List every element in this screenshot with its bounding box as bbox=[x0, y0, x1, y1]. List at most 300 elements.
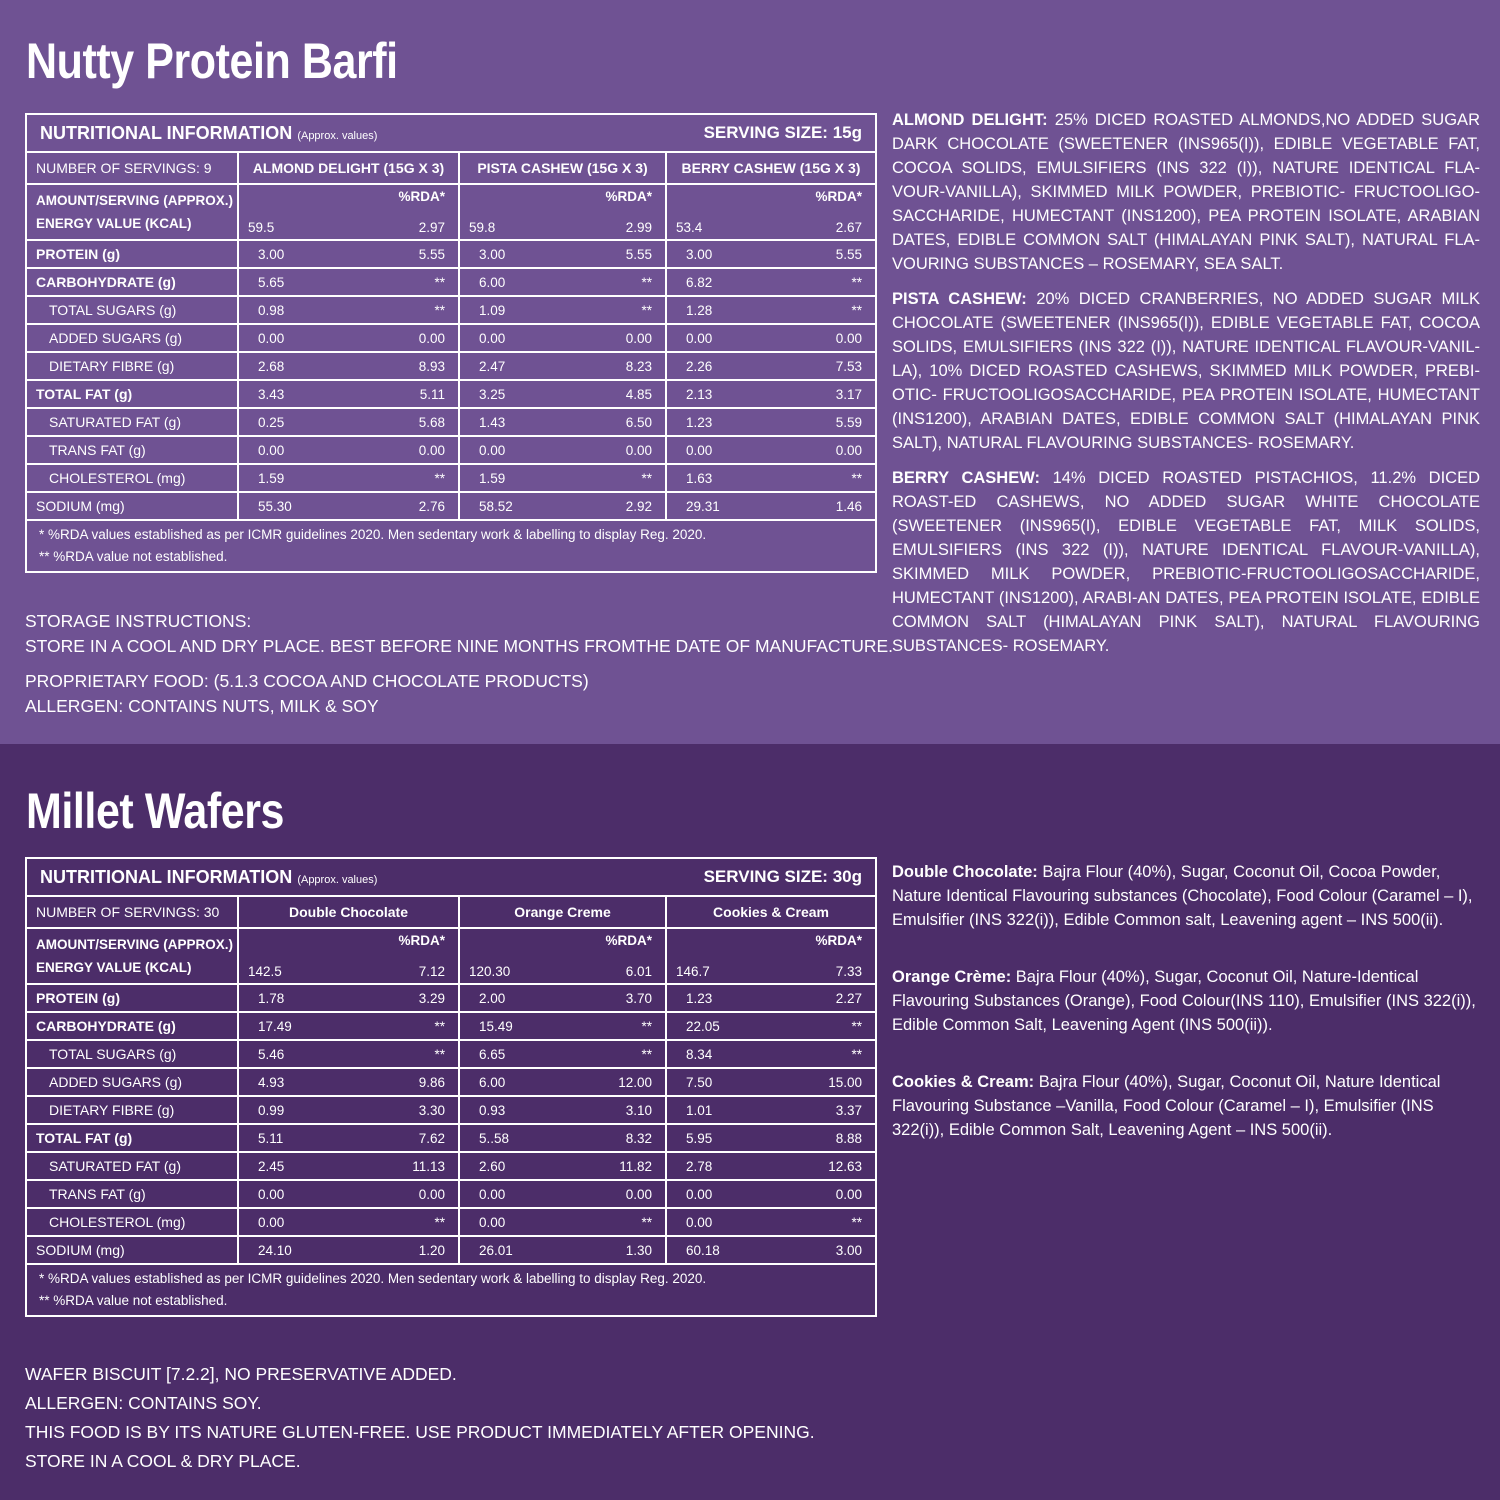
rda-value: 3.29 bbox=[418, 990, 445, 1006]
energy-rda: 7.33 bbox=[835, 964, 862, 979]
nutrient-label: DIETARY FIBRE (g) bbox=[26, 1096, 238, 1124]
rda-value: 3.30 bbox=[418, 1102, 445, 1118]
energy-label: ENERGY VALUE (KCAL) bbox=[36, 216, 192, 231]
nutrient-value-cell bbox=[459, 1180, 666, 1208]
amount-value: 2.00 bbox=[479, 990, 506, 1006]
nutrient-value-cell bbox=[238, 240, 459, 268]
amount-value: 0.00 bbox=[479, 1186, 506, 1202]
info-group bbox=[25, 669, 589, 718]
nutrient-value-cell bbox=[238, 1040, 459, 1068]
rda-value: ** bbox=[434, 302, 445, 318]
energy-rda: 6.01 bbox=[625, 964, 652, 979]
rda-value: 3.10 bbox=[625, 1102, 652, 1118]
nutrient-label: CARBOHYDRATE (g) bbox=[26, 268, 238, 296]
amount-value: 0.00 bbox=[258, 442, 285, 458]
rda-value: 0.00 bbox=[418, 1186, 445, 1202]
nutrient-label: TOTAL SUGARS (g) bbox=[26, 296, 238, 324]
amount-value: 4.93 bbox=[258, 1074, 285, 1090]
ingredient-list: Bajra Flour (40%), Sugar, Coconut Oil, Nature Identical Flavouring Substance –Vanilla, Food Colour (Caramel – I), Emulsifier (INS 322(i)), Edible Common Salt, Leavening Agent – INS 500(ii). bbox=[892, 1073, 1441, 1139]
rda-header: %RDA* bbox=[398, 933, 445, 948]
rda-value: 5.55 bbox=[418, 246, 445, 262]
rda-value: 5.55 bbox=[835, 246, 862, 262]
product-title: Nutty Protein Barfi bbox=[26, 33, 398, 89]
amount-value: 2.78 bbox=[686, 1158, 713, 1174]
nutrient-label: ADDED SUGARS (g) bbox=[26, 1068, 238, 1096]
amount-value: 26.01 bbox=[479, 1242, 513, 1258]
nutrient-value-cell bbox=[238, 436, 459, 464]
nutrient-value-cell bbox=[666, 436, 876, 464]
ingredient-list: 20% DICED CRANBERRIES, NO ADDED SUGAR MILK CHOCOLATE (SWEETENER (INS965(I)), EDIBLE VEGETABLE FAT, COCOA SOLIDS, EMULSIFIERS (INS 322 (I)), NATURE IDENTICAL FLAVOUR-VANIL-LA), 10% DICED ROASTED CASHEWS, SKIMMED MILK POWDER, PREBI-OTIC- FRUCTOOLIGOSACCHARIDE, PEA PROTEIN ISOLATE, HUMECTANT (INS1200), ARABIAN DATES, EDIBLE COMMON SALT (HIMALAYAN PINK SALT), NATURAL FLAVOURING SUBSTANCES- ROSEMARY. bbox=[892, 290, 1480, 452]
rda-value: 12.63 bbox=[828, 1158, 862, 1174]
energy-rda: 2.99 bbox=[625, 220, 652, 235]
rda-value: 0.00 bbox=[418, 330, 445, 346]
nutrient-label: SATURATED FAT (g) bbox=[26, 1152, 238, 1180]
rda-value: 2.92 bbox=[625, 498, 652, 514]
ingredient-list: Bajra Flour (40%), Sugar, Coconut Oil, Cocoa Powder, Nature Identical Flavouring substances (Chocolate), Food Colour (Caramel – I), Emulsifier (INS 322(i)), Edible Common salt, Leavening agent – INS 500(ii). bbox=[892, 863, 1473, 929]
amount-value: 5..58 bbox=[479, 1130, 510, 1146]
ingredient-product-name: PISTA CASHEW: bbox=[892, 290, 1027, 308]
rda-value: 7.53 bbox=[835, 358, 862, 374]
column-header: ALMOND DELIGHT (15G X 3) bbox=[238, 152, 459, 184]
rda-value: ** bbox=[434, 1046, 445, 1062]
rda-value: 3.17 bbox=[835, 386, 862, 402]
amount-value: 17.49 bbox=[258, 1018, 292, 1034]
amount-value: 0.93 bbox=[479, 1102, 506, 1118]
nutrient-label: DIETARY FIBRE (g) bbox=[26, 352, 238, 380]
nutrient-label: TRANS FAT (g) bbox=[26, 436, 238, 464]
nutrient-value-cell bbox=[238, 1208, 459, 1236]
nutrient-value-cell bbox=[666, 1236, 876, 1264]
amount-value: 0.00 bbox=[686, 1186, 713, 1202]
rda-value: ** bbox=[851, 1214, 862, 1230]
nutrient-value-cell bbox=[459, 408, 666, 436]
rda-value: 1.46 bbox=[835, 498, 862, 514]
info-line: STORAGE INSTRUCTIONS: bbox=[25, 611, 252, 631]
nutrient-row bbox=[26, 408, 876, 436]
footnote-rda: * %RDA values established as per ICMR guidelines 2020. Men sedentary work & labelling to display Reg. 2020. bbox=[39, 527, 707, 542]
nutrient-row bbox=[26, 268, 876, 296]
amount-value: 60.18 bbox=[686, 1242, 720, 1258]
nutrient-label: CARBOHYDRATE (g) bbox=[26, 1012, 238, 1040]
rda-value: ** bbox=[434, 1018, 445, 1034]
nutrient-row bbox=[26, 1068, 876, 1096]
nutrient-value-cell bbox=[666, 464, 876, 492]
energy-rda: 7.12 bbox=[418, 964, 445, 979]
rda-header: %RDA* bbox=[398, 189, 445, 204]
rda-value: ** bbox=[434, 1214, 445, 1230]
nutrient-value-cell bbox=[459, 324, 666, 352]
rda-value: 11.82 bbox=[619, 1158, 652, 1174]
column-header: Double Chocolate bbox=[238, 896, 459, 928]
amount-value: 8.34 bbox=[686, 1046, 713, 1062]
info-line: WAFER BISCUIT [7.2.2], NO PRESERVATIVE ADDED. bbox=[25, 1364, 457, 1384]
nutrient-value-cell bbox=[238, 1180, 459, 1208]
energy-value: 142.5 bbox=[248, 964, 282, 979]
nutrient-value-cell bbox=[459, 492, 666, 520]
rda-value: 5.68 bbox=[418, 414, 445, 430]
amount-value: 22.05 bbox=[686, 1018, 720, 1034]
energy-label: ENERGY VALUE (KCAL) bbox=[36, 960, 192, 975]
energy-value: 120.30 bbox=[469, 964, 511, 979]
nutrient-value-cell bbox=[238, 464, 459, 492]
ingredient-list: Bajra Flour (40%), Sugar, Coconut Oil, Nature-Identical Flavouring Substances (Orange), Food Colour(INS 110), Emulsifier (INS 322(i)), Edible Common Salt, Leavening Agent (INS 500(ii)). bbox=[892, 968, 1476, 1034]
footnote-not-established: ** %RDA value not established. bbox=[39, 549, 228, 564]
info-line: STORE IN A COOL AND DRY PLACE. BEST BEFORE NINE MONTHS FROMTHE DATE OF MANUFACTURE. bbox=[25, 635, 894, 656]
nutrient-value-cell bbox=[666, 408, 876, 436]
footnote-not-established: ** %RDA value not established. bbox=[39, 1293, 228, 1308]
nutrient-label: TOTAL FAT (g) bbox=[26, 380, 238, 408]
nutrient-label: ADDED SUGARS (g) bbox=[26, 324, 238, 352]
nutrient-value-cell bbox=[459, 352, 666, 380]
ingredient-product-name: Orange Crème: bbox=[892, 968, 1012, 986]
nutrient-value-cell bbox=[238, 492, 459, 520]
amount-value: 1.43 bbox=[479, 414, 506, 430]
nutrient-row bbox=[26, 1096, 876, 1124]
nutrient-value-cell bbox=[666, 240, 876, 268]
rda-value: ** bbox=[641, 1214, 652, 1230]
nutrient-value-cell bbox=[238, 1236, 459, 1264]
amount-value: 3.25 bbox=[479, 386, 506, 402]
nutrient-value-cell bbox=[459, 464, 666, 492]
table-heading-sub: (Approx. values) bbox=[297, 873, 378, 886]
nutrient-value-cell bbox=[459, 1040, 666, 1068]
rda-header: %RDA* bbox=[815, 933, 862, 948]
rda-value: ** bbox=[851, 274, 862, 290]
nutrient-value-cell bbox=[666, 492, 876, 520]
nutrient-value-cell bbox=[459, 1208, 666, 1236]
info-line: ALLERGEN: CONTAINS SOY. bbox=[25, 1393, 262, 1413]
rda-header: %RDA* bbox=[605, 189, 652, 204]
nutrient-row bbox=[26, 436, 876, 464]
nutrient-label: TOTAL SUGARS (g) bbox=[26, 1040, 238, 1068]
amount-value: 1.59 bbox=[258, 470, 285, 486]
ingredient-product-name: Double Chocolate: bbox=[892, 863, 1038, 881]
servings-count: NUMBER OF SERVINGS: 30 bbox=[26, 896, 238, 928]
rda-value: ** bbox=[434, 470, 445, 486]
nutrient-value-cell bbox=[238, 324, 459, 352]
nutrient-rows bbox=[26, 984, 876, 1264]
amount-value: 2.26 bbox=[686, 358, 713, 374]
amount-value: 2.60 bbox=[479, 1158, 506, 1174]
rda-value: ** bbox=[641, 1046, 652, 1062]
ingredient-paragraph bbox=[892, 108, 1480, 276]
rda-value: 1.20 bbox=[418, 1242, 445, 1258]
energy-label-cell bbox=[26, 184, 238, 240]
amount-label: AMOUNT/SERVING (APPROX.) bbox=[36, 193, 234, 208]
amount-label: AMOUNT/SERVING (APPROX.) bbox=[36, 937, 234, 952]
rda-value: 4.85 bbox=[625, 386, 652, 402]
amount-value: 58.52 bbox=[479, 498, 513, 514]
amount-value: 15.49 bbox=[479, 1018, 513, 1034]
rda-value: 6.50 bbox=[625, 414, 652, 430]
nutrient-value-cell bbox=[459, 436, 666, 464]
rda-value: 3.70 bbox=[625, 990, 652, 1006]
rda-value: 12.00 bbox=[618, 1074, 652, 1090]
rda-value: ** bbox=[641, 274, 652, 290]
rda-value: ** bbox=[851, 1046, 862, 1062]
rda-value: 5.55 bbox=[625, 246, 652, 262]
nutrient-row bbox=[26, 1208, 876, 1236]
nutrient-row bbox=[26, 324, 876, 352]
info-line: STORE IN A COOL & DRY PLACE. bbox=[25, 1451, 301, 1471]
nutrient-value-cell bbox=[459, 1236, 666, 1264]
nutrient-row bbox=[26, 296, 876, 324]
rda-value: 2.76 bbox=[418, 498, 445, 514]
amount-value: 6.82 bbox=[686, 274, 713, 290]
nutrient-value-cell bbox=[459, 296, 666, 324]
ingredient-paragraph bbox=[892, 466, 1480, 658]
amount-value: 1.78 bbox=[258, 990, 285, 1006]
energy-cell bbox=[666, 184, 876, 240]
nutrient-value-cell bbox=[666, 324, 876, 352]
nutrient-label: CHOLESTEROL (mg) bbox=[26, 464, 238, 492]
nutrient-value-cell bbox=[666, 1012, 876, 1040]
energy-value: 146.7 bbox=[676, 964, 710, 979]
nutrition-table bbox=[25, 857, 877, 1317]
rda-value: 0.00 bbox=[625, 1186, 652, 1202]
energy-cell bbox=[238, 928, 459, 984]
amount-value: 5.11 bbox=[258, 1130, 284, 1146]
rda-value: 2.27 bbox=[835, 990, 862, 1006]
amount-value: 2.47 bbox=[479, 358, 506, 374]
nutrient-row bbox=[26, 1236, 876, 1264]
nutrient-row bbox=[26, 240, 876, 268]
column-header: Cookies & Cream bbox=[666, 896, 876, 928]
amount-value: 0.00 bbox=[686, 1214, 713, 1230]
nutrient-label: TRANS FAT (g) bbox=[26, 1180, 238, 1208]
ingredient-list: 14% DICED ROASTED PISTACHIOS, 11.2% DICED ROAST-ED CASHEWS, NO ADDED SUGAR WHITE CHOCOLATE (SWEETENER (INS965(I), EDIBLE VEGETABLE FAT, MILK SOLIDS, EMULSIFIERS (INS 322 (I)), NATURE IDENTICAL FLAVOUR-VANILLA), SKIMMED MILK POWDER, PREBIOTIC-FRUCTOOLIGOSACCHARIDE, HUMECTANT (INS1200), ARABI-AN DATES, PEA PROTEIN ISOLATE, EDIBLE COMMON SALT (HIMALAYAN PINK SALT), NATURAL FLAVOURING SUBSTANCES- ROSEMARY. bbox=[892, 469, 1480, 655]
energy-cell bbox=[459, 928, 666, 984]
rda-value: 8.93 bbox=[418, 358, 445, 374]
nutrient-value-cell bbox=[459, 268, 666, 296]
rda-value: 1.30 bbox=[625, 1242, 652, 1258]
amount-value: 1.23 bbox=[686, 414, 713, 430]
amount-value: 1.23 bbox=[686, 990, 713, 1006]
amount-value: 0.00 bbox=[686, 442, 713, 458]
nutrient-row bbox=[26, 1040, 876, 1068]
rda-value: 9.86 bbox=[418, 1074, 445, 1090]
amount-value: 1.28 bbox=[686, 302, 713, 318]
nutrient-value-cell bbox=[238, 1012, 459, 1040]
info-line: PROPRIETARY FOOD: (5.1.3 COCOA AND CHOCOLATE PRODUCTS) bbox=[25, 671, 589, 691]
nutrient-label: PROTEIN (g) bbox=[26, 984, 238, 1012]
amount-value: 5.46 bbox=[258, 1046, 285, 1062]
rda-value: 0.00 bbox=[625, 442, 652, 458]
rda-value: ** bbox=[434, 274, 445, 290]
product-title: Millet Wafers bbox=[26, 783, 285, 839]
table-heading-sub: (Approx. values) bbox=[297, 129, 378, 142]
nutrient-value-cell bbox=[666, 1208, 876, 1236]
amount-value: 6.65 bbox=[479, 1046, 506, 1062]
nutrient-row bbox=[26, 492, 876, 520]
energy-value: 59.8 bbox=[469, 220, 496, 235]
energy-value: 53.4 bbox=[676, 220, 703, 235]
rda-value: 11.13 bbox=[412, 1158, 445, 1174]
nutrient-value-cell bbox=[238, 408, 459, 436]
rda-value: 3.00 bbox=[835, 1242, 862, 1258]
nutrient-value-cell bbox=[238, 1124, 459, 1152]
info-group bbox=[25, 1360, 815, 1476]
nutrient-row bbox=[26, 1012, 876, 1040]
nutrient-value-cell bbox=[238, 1096, 459, 1124]
nutrient-value-cell bbox=[459, 984, 666, 1012]
nutrient-value-cell bbox=[666, 296, 876, 324]
nutrient-label: SATURATED FAT (g) bbox=[26, 408, 238, 436]
nutrient-label: PROTEIN (g) bbox=[26, 240, 238, 268]
nutrient-label: CHOLESTEROL (mg) bbox=[26, 1208, 238, 1236]
nutrient-value-cell bbox=[238, 1152, 459, 1180]
nutrient-row bbox=[26, 1152, 876, 1180]
amount-value: 0.00 bbox=[258, 1214, 285, 1230]
amount-value: 6.00 bbox=[479, 274, 506, 290]
info-line: ALLERGEN: CONTAINS NUTS, MILK & SOY bbox=[25, 695, 379, 716]
table-heading-row bbox=[26, 114, 876, 152]
rda-header: %RDA* bbox=[815, 189, 862, 204]
nutrient-value-cell bbox=[459, 1068, 666, 1096]
nutrient-row bbox=[26, 464, 876, 492]
amount-value: 1.09 bbox=[479, 302, 506, 318]
ingredient-paragraph bbox=[892, 965, 1480, 1037]
table-heading-row bbox=[26, 858, 876, 896]
energy-cell bbox=[459, 184, 666, 240]
amount-value: 29.31 bbox=[686, 498, 720, 514]
column-header: BERRY CASHEW (15G X 3) bbox=[666, 152, 876, 184]
ingredients-block bbox=[892, 860, 1480, 1142]
nutrient-value-cell bbox=[459, 1124, 666, 1152]
amount-value: 0.98 bbox=[258, 302, 285, 318]
rda-header: %RDA* bbox=[605, 933, 652, 948]
nutrient-row bbox=[26, 352, 876, 380]
serving-size: SERVING SIZE: 15g bbox=[703, 123, 862, 142]
amount-value: 5.65 bbox=[258, 274, 285, 290]
ingredient-paragraph bbox=[892, 287, 1480, 455]
ingredient-product-name: Cookies & Cream: bbox=[892, 1073, 1035, 1091]
amount-value: 0.00 bbox=[258, 330, 285, 346]
rda-value: ** bbox=[851, 302, 862, 318]
rda-value: 5.59 bbox=[835, 414, 862, 430]
nutrient-value-cell bbox=[666, 1152, 876, 1180]
nutrient-value-cell bbox=[666, 1124, 876, 1152]
ingredient-list: 25% DICED ROASTED ALMONDS,NO ADDED SUGAR DARK CHOCOLATE (SWEETENER (INS965(I)), EDIBLE VEGETABLE FAT, COCOA SOLIDS, EMULSIFIERS (INS 322 (I)), NATURE IDENTICAL FLA-VOUR-VANILLA), SKIMMED MILK POWDER, PREBIOTIC- FRUCTOOLIGO-SACCHARIDE, HUMECTANT (INS1200), PEA PROTEIN ISOLATE, ARABIAN DATES, EDIBLE COMMON SALT (HIMALAYAN PINK SALT), NATURAL FLA-VOURING SUBSTANCES – ROSEMARY, SEA SALT. bbox=[892, 111, 1480, 273]
nutrient-value-cell bbox=[238, 1068, 459, 1096]
column-header: PISTA CASHEW (15G X 3) bbox=[459, 152, 666, 184]
rda-value: ** bbox=[851, 470, 862, 486]
nutrition-table bbox=[25, 113, 877, 573]
energy-cell bbox=[666, 928, 876, 984]
amount-value: 24.10 bbox=[258, 1242, 292, 1258]
ingredients-block bbox=[892, 108, 1480, 658]
energy-label-cell bbox=[26, 928, 238, 984]
rda-value: 0.00 bbox=[625, 330, 652, 346]
amount-value: 1.63 bbox=[686, 470, 713, 486]
rda-value: 3.37 bbox=[835, 1102, 862, 1118]
nutrient-row bbox=[26, 984, 876, 1012]
amount-value: 0.00 bbox=[686, 330, 713, 346]
amount-value: 0.00 bbox=[479, 442, 506, 458]
amount-value: 0.00 bbox=[479, 1214, 506, 1230]
amount-value: 1.59 bbox=[479, 470, 506, 486]
ingredient-paragraph bbox=[892, 1070, 1480, 1142]
nutrient-value-cell bbox=[666, 1096, 876, 1124]
nutrient-value-cell bbox=[459, 1152, 666, 1180]
nutrient-value-cell bbox=[238, 984, 459, 1012]
nutrient-value-cell bbox=[666, 1040, 876, 1068]
rda-value: 7.62 bbox=[418, 1130, 445, 1146]
rda-value: ** bbox=[641, 470, 652, 486]
amount-value: 3.43 bbox=[258, 386, 285, 402]
rda-value: 0.00 bbox=[835, 330, 862, 346]
table-footnote bbox=[26, 520, 876, 572]
rda-value: 5.11 bbox=[419, 386, 445, 402]
amount-value: 55.30 bbox=[258, 498, 292, 514]
nutrient-rows bbox=[26, 240, 876, 520]
nutrient-row bbox=[26, 380, 876, 408]
ingredient-product-name: ALMOND DELIGHT: bbox=[892, 111, 1048, 129]
nutrient-value-cell bbox=[666, 1180, 876, 1208]
nutrient-value-cell bbox=[459, 1096, 666, 1124]
nutrient-value-cell bbox=[666, 984, 876, 1012]
nutrient-value-cell bbox=[238, 380, 459, 408]
nutrient-label: TOTAL FAT (g) bbox=[26, 1124, 238, 1152]
amount-value: 3.00 bbox=[479, 246, 506, 262]
rda-value: 0.00 bbox=[418, 442, 445, 458]
nutty-protein-barfi-panel bbox=[0, 0, 1500, 744]
footnote-rda: * %RDA values established as per ICMR guidelines 2020. Men sedentary work & labelling to display Reg. 2020. bbox=[39, 1271, 707, 1286]
nutrient-value-cell bbox=[666, 352, 876, 380]
amount-value: 0.99 bbox=[258, 1102, 285, 1118]
nutrient-label: SODIUM (mg) bbox=[26, 1236, 238, 1264]
amount-value: 3.00 bbox=[258, 246, 285, 262]
table-heading: NUTRITIONAL INFORMATION bbox=[40, 122, 293, 143]
rda-value: 15.00 bbox=[828, 1074, 862, 1090]
rda-value: 0.00 bbox=[835, 442, 862, 458]
info-line: THIS FOOD IS BY ITS NATURE GLUTEN-FREE. USE PRODUCT IMMEDIATELY AFTER OPENING. bbox=[25, 1422, 815, 1442]
amount-value: 5.95 bbox=[686, 1130, 713, 1146]
nutrient-value-cell bbox=[666, 1068, 876, 1096]
table-heading: NUTRITIONAL INFORMATION bbox=[40, 866, 293, 887]
servings-count: NUMBER OF SERVINGS: 9 bbox=[26, 152, 238, 184]
amount-value: 3.00 bbox=[686, 246, 713, 262]
amount-value: 0.00 bbox=[479, 330, 506, 346]
nutrient-value-cell bbox=[238, 352, 459, 380]
serving-size: SERVING SIZE: 30g bbox=[703, 867, 862, 886]
ingredient-product-name: BERRY CASHEW: bbox=[892, 469, 1040, 487]
table-footnote bbox=[26, 1264, 876, 1316]
nutrient-row bbox=[26, 1180, 876, 1208]
rda-value: ** bbox=[641, 1018, 652, 1034]
amount-value: 2.68 bbox=[258, 358, 285, 374]
ingredient-paragraph bbox=[892, 860, 1480, 932]
rda-value: ** bbox=[851, 1018, 862, 1034]
amount-value: 2.45 bbox=[258, 1158, 285, 1174]
energy-rda: 2.97 bbox=[418, 220, 445, 235]
nutrient-row bbox=[26, 1124, 876, 1152]
nutrient-value-cell bbox=[459, 1012, 666, 1040]
amount-value: 1.01 bbox=[686, 1102, 713, 1118]
nutrient-value-cell bbox=[238, 296, 459, 324]
rda-value: 8.88 bbox=[835, 1130, 862, 1146]
amount-value: 2.13 bbox=[686, 386, 713, 402]
energy-cell bbox=[238, 184, 459, 240]
rda-value: ** bbox=[641, 302, 652, 318]
nutrient-label: SODIUM (mg) bbox=[26, 492, 238, 520]
info-group bbox=[25, 609, 893, 658]
amount-value: 0.00 bbox=[258, 1186, 285, 1202]
nutrient-value-cell bbox=[666, 380, 876, 408]
millet-wafers-panel bbox=[0, 744, 1500, 1500]
nutrient-value-cell bbox=[459, 380, 666, 408]
nutrient-value-cell bbox=[666, 268, 876, 296]
